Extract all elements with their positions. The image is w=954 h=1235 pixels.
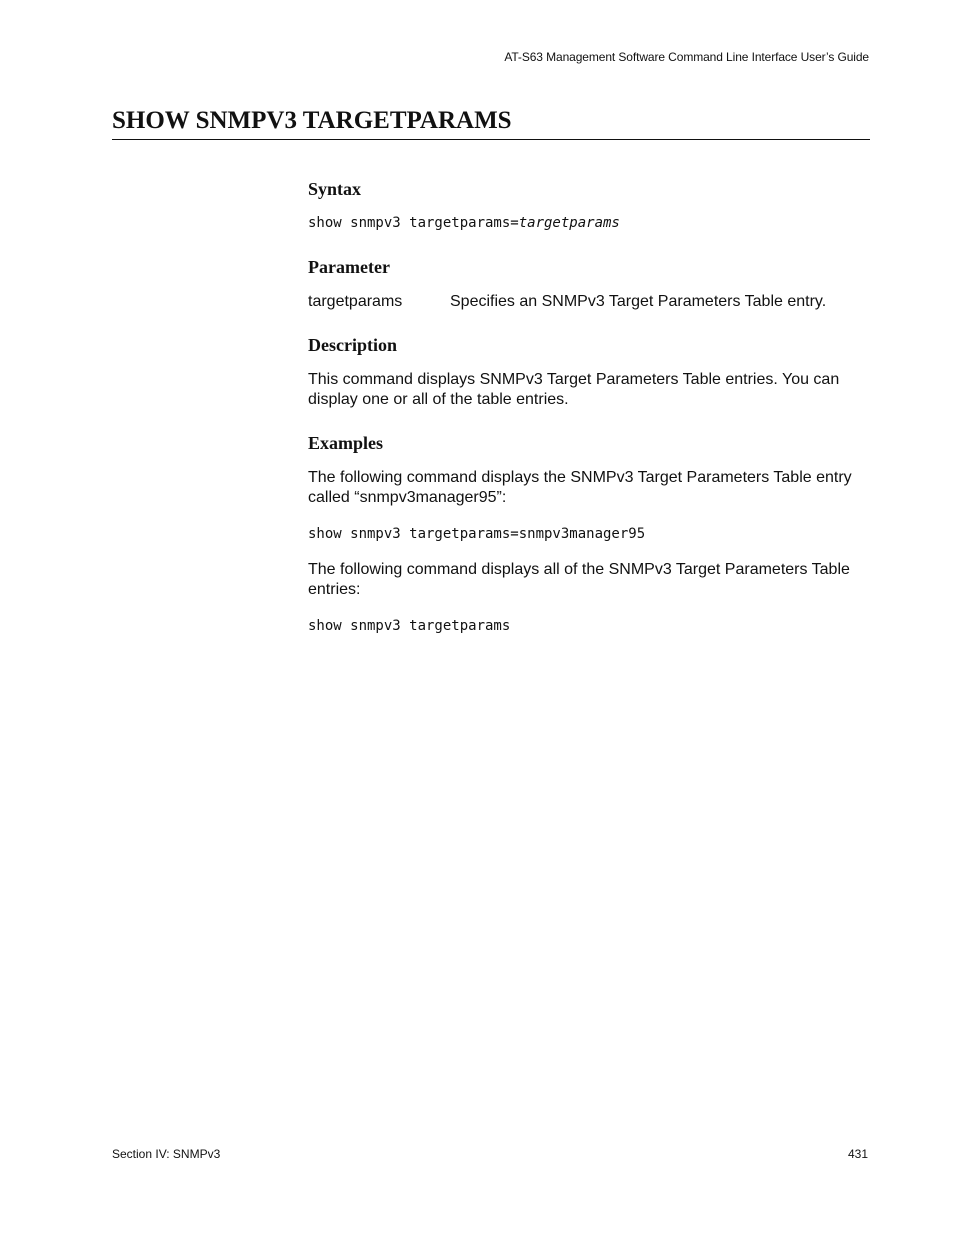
example-command: show snmpv3 targetparams=snmpv3manager95 bbox=[308, 526, 646, 542]
syntax-command-variable: targetparams bbox=[518, 215, 620, 231]
description-text: This command displays SNMPv3 Target Parameters Table entries. You can display one or all of the table entries. bbox=[308, 371, 840, 408]
syntax-command bbox=[308, 213, 870, 233]
footer-section: Section IV: SNMPv3 bbox=[112, 1147, 221, 1161]
running-header: AT-S63 Management Software Command Line Interface User’s Guide bbox=[504, 50, 869, 64]
syntax-heading: Syntax bbox=[308, 179, 362, 199]
description-heading: Description bbox=[308, 335, 397, 355]
parameter-name: targetparams bbox=[308, 293, 403, 310]
parameter-description: Specifies an SNMPv3 Target Parameters Table entry. bbox=[450, 293, 827, 310]
example-intro: The following command displays the SNMPv3 Target Parameters Table entry called “snmpv3manager95”: bbox=[308, 469, 852, 506]
example-intro: The following command displays all of the SNMPv3 Target Parameters Table entries: bbox=[308, 561, 850, 598]
footer-page-number: 431 bbox=[847, 1147, 868, 1161]
main-content bbox=[308, 176, 870, 636]
syntax-command-prefix: show snmpv3 targetparams= bbox=[308, 215, 519, 231]
parameter-heading: Parameter bbox=[308, 257, 390, 277]
examples-heading: Examples bbox=[308, 433, 384, 453]
page-title: SHOW SNMPV3 TARGETPARAMS bbox=[112, 106, 870, 140]
parameter-row bbox=[308, 292, 870, 312]
example-command: show snmpv3 targetparams bbox=[308, 618, 511, 634]
